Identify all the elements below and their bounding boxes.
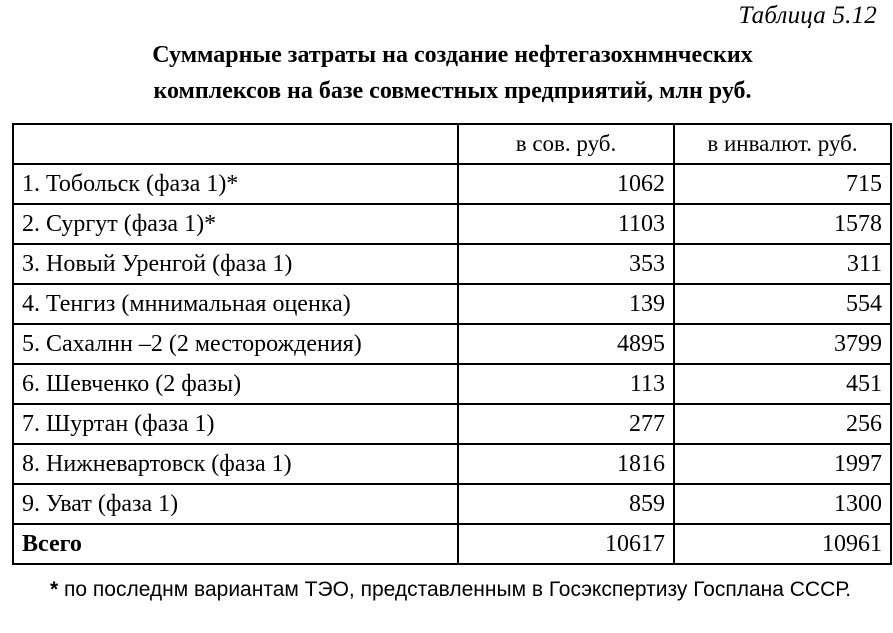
total-sov-value: 10617 [458,524,674,564]
row-sov-value: 1103 [458,204,674,244]
total-inval-value: 10961 [674,524,891,564]
row-name: 3. Новый Уренгой (фаза 1) [13,244,458,284]
row-name: 5. Сахалнн –2 (2 месторождения) [13,324,458,364]
total-label: Всего [13,524,458,564]
row-inval-value: 554 [674,284,891,324]
table-row [13,324,891,364]
costs-table [12,123,892,565]
row-sov-value: 859 [458,484,674,524]
table-row [13,484,891,524]
footnote [6,576,886,603]
row-inval-value: 311 [674,244,891,284]
footnote-text: по последнм вариантам ТЭО, представленным в Госэкспертизу Госплана СССР. [58,578,852,601]
row-sov-value: 139 [458,284,674,324]
row-sov-value: 277 [458,404,674,444]
row-sov-value: 353 [458,244,674,284]
row-sov-value: 113 [458,364,674,404]
table-row [13,404,891,444]
table-row [13,164,891,204]
table-number: Таблица 5.12 [738,2,877,29]
row-inval-value: 715 [674,164,891,204]
row-sov-value: 1816 [458,444,674,484]
row-sov-value: 1062 [458,164,674,204]
header-inval-rub: в инвалют. руб. [674,124,891,164]
row-name: 2. Сургут (фаза 1)* [13,204,458,244]
row-name: 9. Уват (фаза 1) [13,484,458,524]
header-sov-rub: в сов. руб. [458,124,674,164]
table-row [13,444,891,484]
footnote-star: * [50,578,59,601]
row-inval-value: 3799 [674,324,891,364]
row-inval-value: 1578 [674,204,891,244]
row-inval-value: 1997 [674,444,891,484]
row-inval-value: 256 [674,404,891,444]
title-line-2: комплексов на базе совместных предприятий, млн руб. [153,78,752,104]
row-inval-value: 451 [674,364,891,404]
row-name: 4. Тенгиз (мннимальная оценка) [13,284,458,324]
row-name: 7. Шуртан (фаза 1) [13,404,458,444]
table-row [13,244,891,284]
header-name [13,124,458,164]
row-name: 8. Нижневартовск (фаза 1) [13,444,458,484]
row-name: 6. Шевченко (2 фазы) [13,364,458,404]
table-row [13,284,891,324]
table-header-row [13,124,891,164]
row-sov-value: 4895 [458,324,674,364]
row-name: 1. Тобольск (фаза 1)* [13,164,458,204]
title-line-1: Суммарные затраты на создание нефтегазохнмнческих [152,42,753,68]
table-row [13,204,891,244]
row-inval-value: 1300 [674,484,891,524]
table-row [13,364,891,404]
table-title [0,37,893,109]
total-row [13,524,891,564]
